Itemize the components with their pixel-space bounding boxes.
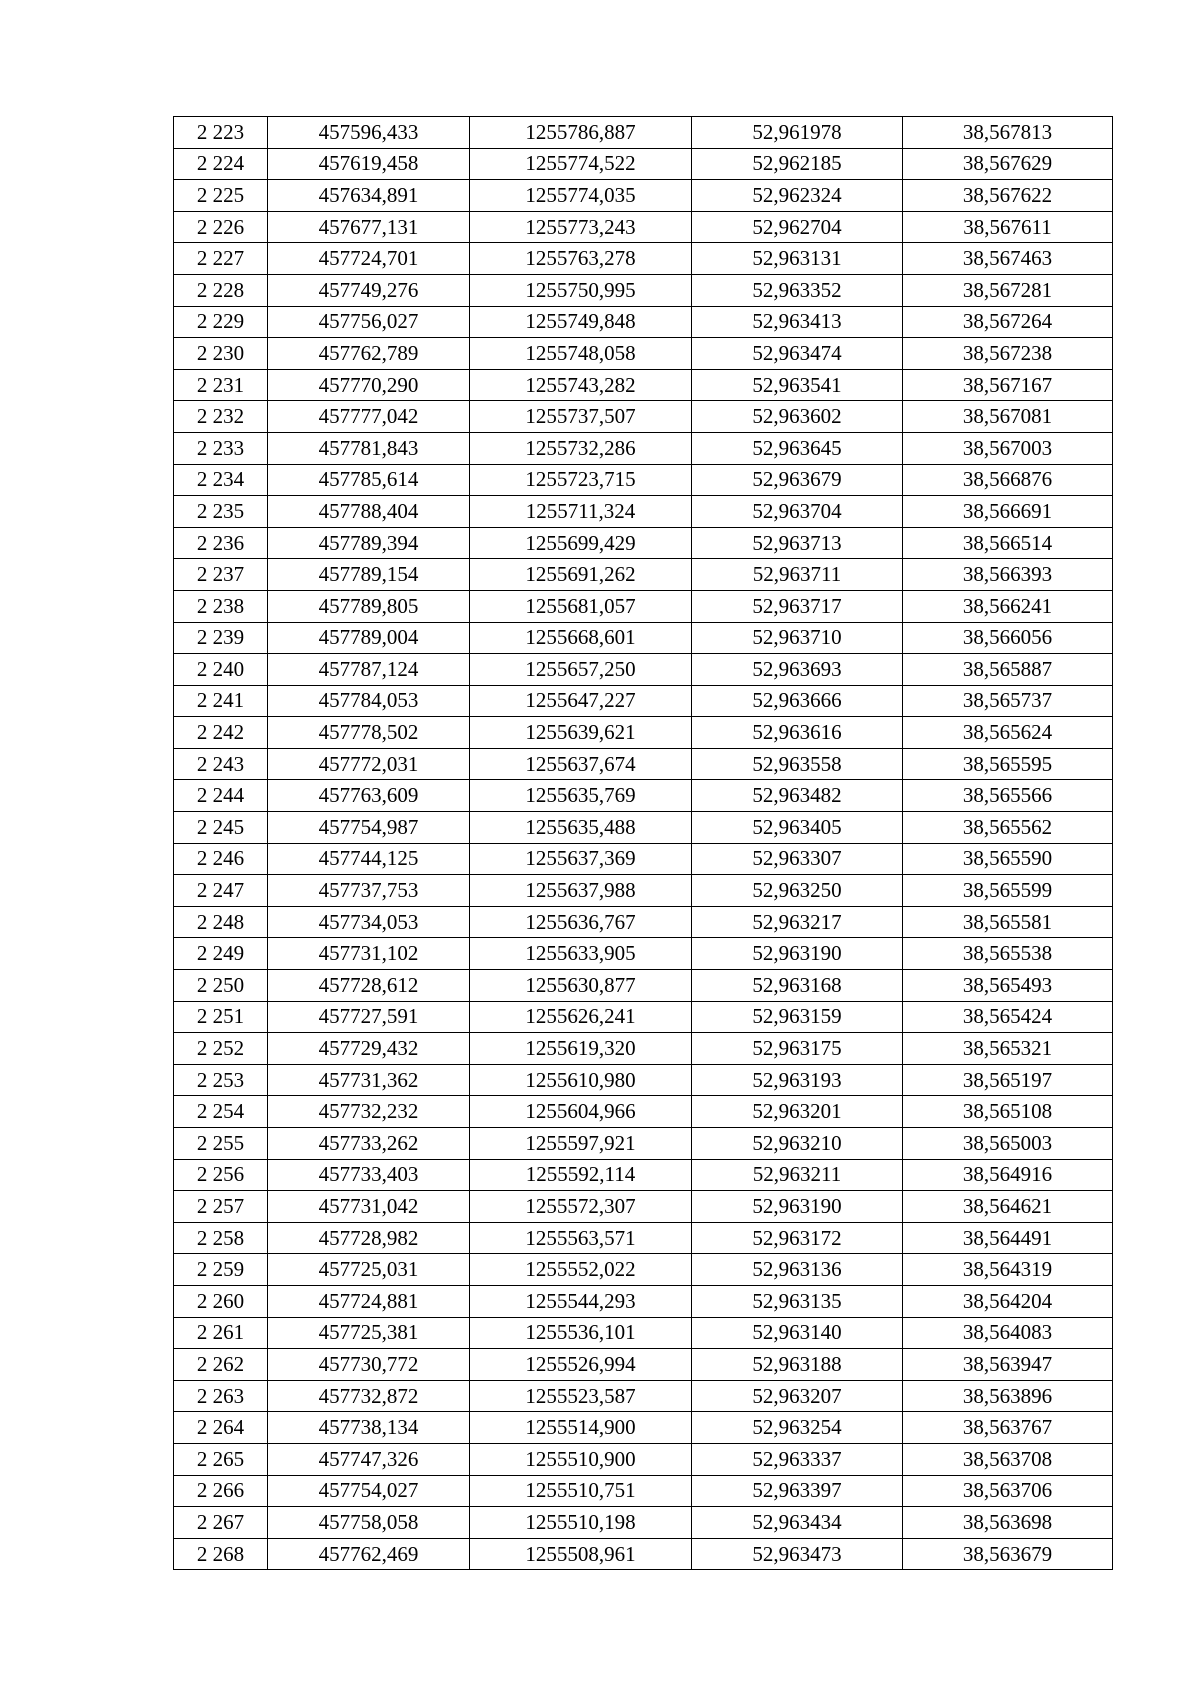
- point-number-cell: 2 229: [174, 306, 268, 338]
- point-number-cell: 2 246: [174, 843, 268, 875]
- latitude-cell: 52,963710: [692, 622, 903, 654]
- point-number-cell: 2 233: [174, 432, 268, 464]
- longitude-cell: 38,565424: [903, 1001, 1113, 1033]
- table-row: [174, 938, 1113, 970]
- latitude-cell: 52,963307: [692, 843, 903, 875]
- table-row: [174, 1254, 1113, 1286]
- latitude-cell: 52,963217: [692, 906, 903, 938]
- point-number-cell: 2 228: [174, 274, 268, 306]
- point-number-cell: 2 261: [174, 1317, 268, 1349]
- y-coordinate-cell: 1255636,767: [470, 906, 692, 938]
- longitude-cell: 38,563698: [903, 1507, 1113, 1539]
- table-row: [174, 1380, 1113, 1412]
- longitude-cell: 38,565581: [903, 906, 1113, 938]
- latitude-cell: 52,963713: [692, 527, 903, 559]
- latitude-cell: 52,963616: [692, 717, 903, 749]
- y-coordinate-cell: 1255732,286: [470, 432, 692, 464]
- y-coordinate-cell: 1255657,250: [470, 654, 692, 686]
- y-coordinate-cell: 1255786,887: [470, 117, 692, 149]
- table-row: [174, 369, 1113, 401]
- y-coordinate-cell: 1255597,921: [470, 1128, 692, 1160]
- x-coordinate-cell: 457754,987: [268, 812, 470, 844]
- table-row: [174, 432, 1113, 464]
- x-coordinate-cell: 457763,609: [268, 780, 470, 812]
- latitude-cell: 52,963190: [692, 938, 903, 970]
- point-number-cell: 2 244: [174, 780, 268, 812]
- point-number-cell: 2 237: [174, 559, 268, 591]
- x-coordinate-cell: 457619,458: [268, 148, 470, 180]
- table-row: [174, 1538, 1113, 1570]
- latitude-cell: 52,962185: [692, 148, 903, 180]
- point-number-cell: 2 241: [174, 685, 268, 717]
- point-number-cell: 2 247: [174, 875, 268, 907]
- longitude-cell: 38,567629: [903, 148, 1113, 180]
- x-coordinate-cell: 457731,042: [268, 1191, 470, 1223]
- point-number-cell: 2 250: [174, 970, 268, 1002]
- coordinates-table: [173, 116, 1113, 1570]
- latitude-cell: 52,963201: [692, 1096, 903, 1128]
- longitude-cell: 38,565197: [903, 1064, 1113, 1096]
- y-coordinate-cell: 1255510,198: [470, 1507, 692, 1539]
- latitude-cell: 52,963666: [692, 685, 903, 717]
- longitude-cell: 38,563767: [903, 1412, 1113, 1444]
- latitude-cell: 52,963188: [692, 1349, 903, 1381]
- point-number-cell: 2 255: [174, 1128, 268, 1160]
- x-coordinate-cell: 457677,131: [268, 211, 470, 243]
- x-coordinate-cell: 457731,102: [268, 938, 470, 970]
- latitude-cell: 52,963250: [692, 875, 903, 907]
- table-row: [174, 685, 1113, 717]
- y-coordinate-cell: 1255572,307: [470, 1191, 692, 1223]
- longitude-cell: 38,566514: [903, 527, 1113, 559]
- x-coordinate-cell: 457747,326: [268, 1443, 470, 1475]
- y-coordinate-cell: 1255626,241: [470, 1001, 692, 1033]
- latitude-cell: 52,963397: [692, 1475, 903, 1507]
- y-coordinate-cell: 1255633,905: [470, 938, 692, 970]
- coordinates-table-body: [174, 117, 1113, 1570]
- longitude-cell: 38,565624: [903, 717, 1113, 749]
- longitude-cell: 38,567238: [903, 338, 1113, 370]
- table-row: [174, 1507, 1113, 1539]
- latitude-cell: 52,963645: [692, 432, 903, 464]
- y-coordinate-cell: 1255639,621: [470, 717, 692, 749]
- point-number-cell: 2 227: [174, 243, 268, 275]
- longitude-cell: 38,564083: [903, 1317, 1113, 1349]
- y-coordinate-cell: 1255637,988: [470, 875, 692, 907]
- y-coordinate-cell: 1255647,227: [470, 685, 692, 717]
- latitude-cell: 52,963405: [692, 812, 903, 844]
- y-coordinate-cell: 1255743,282: [470, 369, 692, 401]
- longitude-cell: 38,565590: [903, 843, 1113, 875]
- table-row: [174, 211, 1113, 243]
- latitude-cell: 52,962324: [692, 180, 903, 212]
- latitude-cell: 52,963482: [692, 780, 903, 812]
- longitude-cell: 38,564621: [903, 1191, 1113, 1223]
- longitude-cell: 38,567081: [903, 401, 1113, 433]
- point-number-cell: 2 245: [174, 812, 268, 844]
- y-coordinate-cell: 1255737,507: [470, 401, 692, 433]
- latitude-cell: 52,963434: [692, 1507, 903, 1539]
- point-number-cell: 2 226: [174, 211, 268, 243]
- table-row: [174, 148, 1113, 180]
- y-coordinate-cell: 1255668,601: [470, 622, 692, 654]
- point-number-cell: 2 253: [174, 1064, 268, 1096]
- x-coordinate-cell: 457737,753: [268, 875, 470, 907]
- table-row: [174, 875, 1113, 907]
- x-coordinate-cell: 457725,381: [268, 1317, 470, 1349]
- latitude-cell: 52,963474: [692, 338, 903, 370]
- table-row: [174, 1064, 1113, 1096]
- longitude-cell: 38,565599: [903, 875, 1113, 907]
- latitude-cell: 52,963131: [692, 243, 903, 275]
- latitude-cell: 52,963717: [692, 590, 903, 622]
- table-row: [174, 812, 1113, 844]
- x-coordinate-cell: 457732,872: [268, 1380, 470, 1412]
- longitude-cell: 38,567264: [903, 306, 1113, 338]
- y-coordinate-cell: 1255610,980: [470, 1064, 692, 1096]
- latitude-cell: 52,963693: [692, 654, 903, 686]
- table-row: [174, 1159, 1113, 1191]
- point-number-cell: 2 235: [174, 496, 268, 528]
- point-number-cell: 2 265: [174, 1443, 268, 1475]
- x-coordinate-cell: 457787,124: [268, 654, 470, 686]
- table-row: [174, 496, 1113, 528]
- point-number-cell: 2 262: [174, 1349, 268, 1381]
- table-row: [174, 717, 1113, 749]
- x-coordinate-cell: 457727,591: [268, 1001, 470, 1033]
- table-row: [174, 1096, 1113, 1128]
- longitude-cell: 38,565003: [903, 1128, 1113, 1160]
- latitude-cell: 52,963168: [692, 970, 903, 1002]
- x-coordinate-cell: 457788,404: [268, 496, 470, 528]
- latitude-cell: 52,963159: [692, 1001, 903, 1033]
- latitude-cell: 52,963190: [692, 1191, 903, 1223]
- table-row: [174, 1317, 1113, 1349]
- latitude-cell: 52,961978: [692, 117, 903, 149]
- point-number-cell: 2 236: [174, 527, 268, 559]
- point-number-cell: 2 234: [174, 464, 268, 496]
- y-coordinate-cell: 1255763,278: [470, 243, 692, 275]
- x-coordinate-cell: 457729,432: [268, 1033, 470, 1065]
- x-coordinate-cell: 457758,058: [268, 1507, 470, 1539]
- x-coordinate-cell: 457778,502: [268, 717, 470, 749]
- x-coordinate-cell: 457789,805: [268, 590, 470, 622]
- point-number-cell: 2 260: [174, 1285, 268, 1317]
- y-coordinate-cell: 1255630,877: [470, 970, 692, 1002]
- y-coordinate-cell: 1255748,058: [470, 338, 692, 370]
- latitude-cell: 52,963704: [692, 496, 903, 528]
- latitude-cell: 52,963558: [692, 748, 903, 780]
- point-number-cell: 2 242: [174, 717, 268, 749]
- table-row: [174, 306, 1113, 338]
- longitude-cell: 38,566056: [903, 622, 1113, 654]
- longitude-cell: 38,567622: [903, 180, 1113, 212]
- table-row: [174, 117, 1113, 149]
- y-coordinate-cell: 1255510,900: [470, 1443, 692, 1475]
- x-coordinate-cell: 457733,403: [268, 1159, 470, 1191]
- table-row: [174, 180, 1113, 212]
- point-number-cell: 2 230: [174, 338, 268, 370]
- point-number-cell: 2 223: [174, 117, 268, 149]
- x-coordinate-cell: 457634,891: [268, 180, 470, 212]
- longitude-cell: 38,567463: [903, 243, 1113, 275]
- y-coordinate-cell: 1255750,995: [470, 274, 692, 306]
- table-row: [174, 748, 1113, 780]
- longitude-cell: 38,565737: [903, 685, 1113, 717]
- latitude-cell: 52,963211: [692, 1159, 903, 1191]
- latitude-cell: 52,963193: [692, 1064, 903, 1096]
- latitude-cell: 52,962704: [692, 211, 903, 243]
- table-row: [174, 1033, 1113, 1065]
- latitude-cell: 52,963210: [692, 1128, 903, 1160]
- point-number-cell: 2 248: [174, 906, 268, 938]
- point-number-cell: 2 256: [174, 1159, 268, 1191]
- x-coordinate-cell: 457733,262: [268, 1128, 470, 1160]
- x-coordinate-cell: 457777,042: [268, 401, 470, 433]
- table-row: [174, 1349, 1113, 1381]
- latitude-cell: 52,963602: [692, 401, 903, 433]
- x-coordinate-cell: 457785,614: [268, 464, 470, 496]
- table-row: [174, 1443, 1113, 1475]
- latitude-cell: 52,963254: [692, 1412, 903, 1444]
- longitude-cell: 38,565493: [903, 970, 1113, 1002]
- longitude-cell: 38,563896: [903, 1380, 1113, 1412]
- y-coordinate-cell: 1255604,966: [470, 1096, 692, 1128]
- x-coordinate-cell: 457728,612: [268, 970, 470, 1002]
- x-coordinate-cell: 457762,469: [268, 1538, 470, 1570]
- latitude-cell: 52,963679: [692, 464, 903, 496]
- y-coordinate-cell: 1255774,522: [470, 148, 692, 180]
- point-number-cell: 2 238: [174, 590, 268, 622]
- y-coordinate-cell: 1255637,674: [470, 748, 692, 780]
- latitude-cell: 52,963135: [692, 1285, 903, 1317]
- point-number-cell: 2 267: [174, 1507, 268, 1539]
- point-number-cell: 2 239: [174, 622, 268, 654]
- x-coordinate-cell: 457789,004: [268, 622, 470, 654]
- table-row: [174, 243, 1113, 275]
- latitude-cell: 52,963172: [692, 1222, 903, 1254]
- point-number-cell: 2 232: [174, 401, 268, 433]
- point-number-cell: 2 268: [174, 1538, 268, 1570]
- longitude-cell: 38,565108: [903, 1096, 1113, 1128]
- y-coordinate-cell: 1255635,488: [470, 812, 692, 844]
- longitude-cell: 38,565887: [903, 654, 1113, 686]
- x-coordinate-cell: 457731,362: [268, 1064, 470, 1096]
- table-row: [174, 464, 1113, 496]
- y-coordinate-cell: 1255514,900: [470, 1412, 692, 1444]
- table-row: [174, 843, 1113, 875]
- latitude-cell: 52,963175: [692, 1033, 903, 1065]
- y-coordinate-cell: 1255523,587: [470, 1380, 692, 1412]
- latitude-cell: 52,963337: [692, 1443, 903, 1475]
- table-row: [174, 559, 1113, 591]
- table-row: [174, 590, 1113, 622]
- y-coordinate-cell: 1255563,571: [470, 1222, 692, 1254]
- y-coordinate-cell: 1255508,961: [470, 1538, 692, 1570]
- point-number-cell: 2 257: [174, 1191, 268, 1223]
- y-coordinate-cell: 1255774,035: [470, 180, 692, 212]
- point-number-cell: 2 254: [174, 1096, 268, 1128]
- y-coordinate-cell: 1255749,848: [470, 306, 692, 338]
- table-row: [174, 274, 1113, 306]
- y-coordinate-cell: 1255723,715: [470, 464, 692, 496]
- y-coordinate-cell: 1255536,101: [470, 1317, 692, 1349]
- table-row: [174, 1222, 1113, 1254]
- x-coordinate-cell: 457728,982: [268, 1222, 470, 1254]
- table-row: [174, 654, 1113, 686]
- x-coordinate-cell: 457770,290: [268, 369, 470, 401]
- table-row: [174, 1128, 1113, 1160]
- table-row: [174, 780, 1113, 812]
- y-coordinate-cell: 1255711,324: [470, 496, 692, 528]
- y-coordinate-cell: 1255681,057: [470, 590, 692, 622]
- table-row: [174, 906, 1113, 938]
- y-coordinate-cell: 1255691,262: [470, 559, 692, 591]
- longitude-cell: 38,563706: [903, 1475, 1113, 1507]
- longitude-cell: 38,563708: [903, 1443, 1113, 1475]
- x-coordinate-cell: 457784,053: [268, 685, 470, 717]
- longitude-cell: 38,564319: [903, 1254, 1113, 1286]
- y-coordinate-cell: 1255592,114: [470, 1159, 692, 1191]
- longitude-cell: 38,567813: [903, 117, 1113, 149]
- table-row: [174, 527, 1113, 559]
- point-number-cell: 2 266: [174, 1475, 268, 1507]
- point-number-cell: 2 240: [174, 654, 268, 686]
- longitude-cell: 38,565538: [903, 938, 1113, 970]
- y-coordinate-cell: 1255637,369: [470, 843, 692, 875]
- y-coordinate-cell: 1255510,751: [470, 1475, 692, 1507]
- longitude-cell: 38,567167: [903, 369, 1113, 401]
- x-coordinate-cell: 457781,843: [268, 432, 470, 464]
- x-coordinate-cell: 457749,276: [268, 274, 470, 306]
- table-row: [174, 338, 1113, 370]
- point-number-cell: 2 258: [174, 1222, 268, 1254]
- point-number-cell: 2 259: [174, 1254, 268, 1286]
- longitude-cell: 38,566241: [903, 590, 1113, 622]
- table-row: [174, 1001, 1113, 1033]
- longitude-cell: 38,567003: [903, 432, 1113, 464]
- x-coordinate-cell: 457744,125: [268, 843, 470, 875]
- y-coordinate-cell: 1255699,429: [470, 527, 692, 559]
- table-row: [174, 1191, 1113, 1223]
- point-number-cell: 2 225: [174, 180, 268, 212]
- longitude-cell: 38,566393: [903, 559, 1113, 591]
- longitude-cell: 38,565321: [903, 1033, 1113, 1065]
- x-coordinate-cell: 457789,154: [268, 559, 470, 591]
- table-row: [174, 622, 1113, 654]
- y-coordinate-cell: 1255619,320: [470, 1033, 692, 1065]
- point-number-cell: 2 263: [174, 1380, 268, 1412]
- latitude-cell: 52,963473: [692, 1538, 903, 1570]
- latitude-cell: 52,963140: [692, 1317, 903, 1349]
- y-coordinate-cell: 1255773,243: [470, 211, 692, 243]
- longitude-cell: 38,563947: [903, 1349, 1113, 1381]
- table-row: [174, 1475, 1113, 1507]
- longitude-cell: 38,566876: [903, 464, 1113, 496]
- longitude-cell: 38,564491: [903, 1222, 1113, 1254]
- latitude-cell: 52,963207: [692, 1380, 903, 1412]
- longitude-cell: 38,565595: [903, 748, 1113, 780]
- latitude-cell: 52,963136: [692, 1254, 903, 1286]
- table-row: [174, 401, 1113, 433]
- point-number-cell: 2 252: [174, 1033, 268, 1065]
- x-coordinate-cell: 457754,027: [268, 1475, 470, 1507]
- y-coordinate-cell: 1255544,293: [470, 1285, 692, 1317]
- table-row: [174, 970, 1113, 1002]
- x-coordinate-cell: 457762,789: [268, 338, 470, 370]
- longitude-cell: 38,564916: [903, 1159, 1113, 1191]
- latitude-cell: 52,963352: [692, 274, 903, 306]
- point-number-cell: 2 231: [174, 369, 268, 401]
- x-coordinate-cell: 457724,701: [268, 243, 470, 275]
- table-row: [174, 1285, 1113, 1317]
- x-coordinate-cell: 457732,232: [268, 1096, 470, 1128]
- table-row: [174, 1412, 1113, 1444]
- longitude-cell: 38,565562: [903, 812, 1113, 844]
- x-coordinate-cell: 457596,433: [268, 117, 470, 149]
- point-number-cell: 2 224: [174, 148, 268, 180]
- x-coordinate-cell: 457772,031: [268, 748, 470, 780]
- y-coordinate-cell: 1255526,994: [470, 1349, 692, 1381]
- longitude-cell: 38,567281: [903, 274, 1113, 306]
- x-coordinate-cell: 457756,027: [268, 306, 470, 338]
- point-number-cell: 2 264: [174, 1412, 268, 1444]
- x-coordinate-cell: 457730,772: [268, 1349, 470, 1381]
- point-number-cell: 2 249: [174, 938, 268, 970]
- latitude-cell: 52,963413: [692, 306, 903, 338]
- latitude-cell: 52,963541: [692, 369, 903, 401]
- longitude-cell: 38,567611: [903, 211, 1113, 243]
- latitude-cell: 52,963711: [692, 559, 903, 591]
- longitude-cell: 38,564204: [903, 1285, 1113, 1317]
- longitude-cell: 38,565566: [903, 780, 1113, 812]
- x-coordinate-cell: 457724,881: [268, 1285, 470, 1317]
- x-coordinate-cell: 457789,394: [268, 527, 470, 559]
- y-coordinate-cell: 1255635,769: [470, 780, 692, 812]
- x-coordinate-cell: 457738,134: [268, 1412, 470, 1444]
- longitude-cell: 38,566691: [903, 496, 1113, 528]
- point-number-cell: 2 251: [174, 1001, 268, 1033]
- x-coordinate-cell: 457725,031: [268, 1254, 470, 1286]
- y-coordinate-cell: 1255552,022: [470, 1254, 692, 1286]
- point-number-cell: 2 243: [174, 748, 268, 780]
- x-coordinate-cell: 457734,053: [268, 906, 470, 938]
- longitude-cell: 38,563679: [903, 1538, 1113, 1570]
